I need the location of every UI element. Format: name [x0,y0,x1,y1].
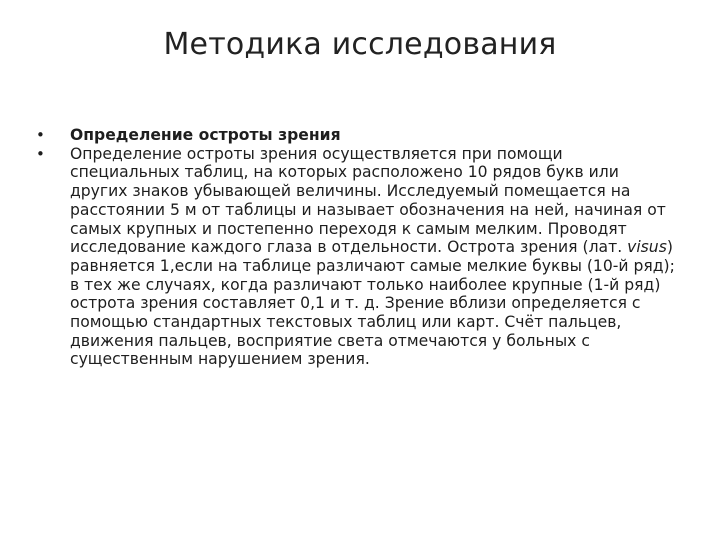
bullet-item-body [36,145,676,369]
slide-title: Методика исследования [163,27,557,62]
bullet-heading-text: Определение остроты зрения [70,126,341,144]
bullet-body-text-start: Определение остроты зрения осуществляется при помощи специальных таблиц, на которых расположено 10 рядов букв или других знаков убывающей величины. Исследуемый помещается на расстоянии 5 м от таблицы и называет обозначения на ней, начиная от самых крупных и постепенно переходя к самым мелким. Проводят исследование каждого глаза в отдельности. Острота зрения (лат. [70,144,666,257]
bullet-marker: • [36,144,45,163]
bullet-marker: • [36,126,45,144]
bullet-body-latin-term: visus [627,238,667,257]
bullet-item-heading [36,126,676,145]
bullet-list [36,126,676,369]
bullet-body-text-end: ) равняется 1,если на таблице различают самые мелкие буквы (10-й ряд); в тех же случаях, когда различают только наиболее крупные (1-й ряд) острота зрения составляет 0,1 и т. д. Зрение вблизи определяется с помощью стандартных текстовых таблиц или карт. Счёт пальцев, движения пальцев, восприятие света отмечаются у больных с существенным нарушением зрения. [70,238,675,369]
